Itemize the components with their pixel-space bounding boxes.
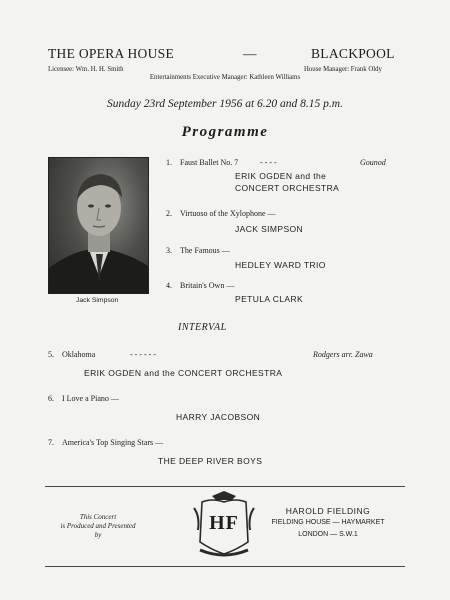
item-number: 6. — [48, 394, 54, 403]
item-number: 1. — [166, 158, 172, 167]
logo-letters: HF — [209, 512, 239, 534]
item-composer: Gounod — [360, 158, 386, 167]
item-artist: JACK SIMPSON — [235, 224, 304, 234]
venue-name: THE OPERA HOUSE — [48, 46, 175, 61]
licensee-text: Licensee: Wm. H. H. Smith — [48, 66, 124, 73]
item-title: Virtuoso of the Xylophone — — [180, 209, 276, 218]
item-number: 2. — [166, 209, 172, 218]
item-title: The Famous — — [180, 246, 230, 255]
item-artist: CONCERT ORCHESTRA — [235, 183, 340, 193]
item-artist: ERIK OGDEN and the — [235, 171, 327, 181]
item-artist: HARRY JACOBSON — [176, 412, 261, 422]
venue-town: BLACKPOOL — [311, 46, 395, 61]
photo-caption: Jack Simpson — [76, 297, 119, 304]
harold-fielding-logo — [190, 490, 258, 562]
item-number: 5. — [48, 350, 54, 359]
footer-rule-bottom — [45, 566, 405, 567]
footer-presenter-line: by — [94, 531, 102, 539]
item-composer: Rodgers arr. Zawa — [313, 350, 373, 359]
item-artist: HEDLEY WARD TRIO — [235, 260, 326, 270]
item-artist: THE DEEP RIVER BOYS — [158, 456, 263, 466]
venue-dash: — — [243, 46, 257, 61]
item-leader-dashes: - - - - - - — [130, 350, 156, 359]
item-title: America's Top Singing Stars — — [62, 438, 164, 447]
portrait-illustration — [49, 158, 148, 293]
item-title: Oklahoma — [62, 350, 96, 359]
footer-presenter-line: is Produced and Presented — [60, 522, 136, 530]
interval-label: INTERVAL — [178, 322, 227, 333]
performance-date: Sunday 23rd September 1956 at 6.20 and 8.15 p.m. — [107, 98, 343, 110]
item-number: 4. — [166, 281, 172, 290]
entertainments-manager-text: Entertainments Executive Manager: Kathleen Williams — [149, 74, 301, 81]
footer-producer-name: HAROLD FIELDING — [285, 506, 371, 516]
item-leader-dashes: - - - - — [260, 158, 277, 167]
item-number: 7. — [48, 438, 54, 447]
programme-title: Programme — [181, 124, 269, 140]
footer-producer-city: LONDON — S.W.1 — [298, 531, 358, 538]
item-artist: PETULA CLARK — [235, 294, 304, 304]
footer-producer-address: FIELDING HOUSE — HAYMARKET — [271, 519, 385, 526]
performer-photo — [48, 157, 149, 294]
item-artist: ERIK OGDEN and the CONCERT ORCHESTRA — [84, 368, 283, 378]
item-title: Britain's Own — — [180, 281, 235, 290]
footer-rule-top — [45, 486, 405, 487]
house-manager-text: House Manager: Frank Oldy — [304, 66, 382, 73]
item-number: 3. — [166, 246, 172, 255]
footer-presenter-line: This Concert — [79, 513, 117, 521]
item-title: Faust Ballet No. 7 — [180, 158, 239, 167]
item-title: I Love a Piano — — [62, 394, 119, 403]
